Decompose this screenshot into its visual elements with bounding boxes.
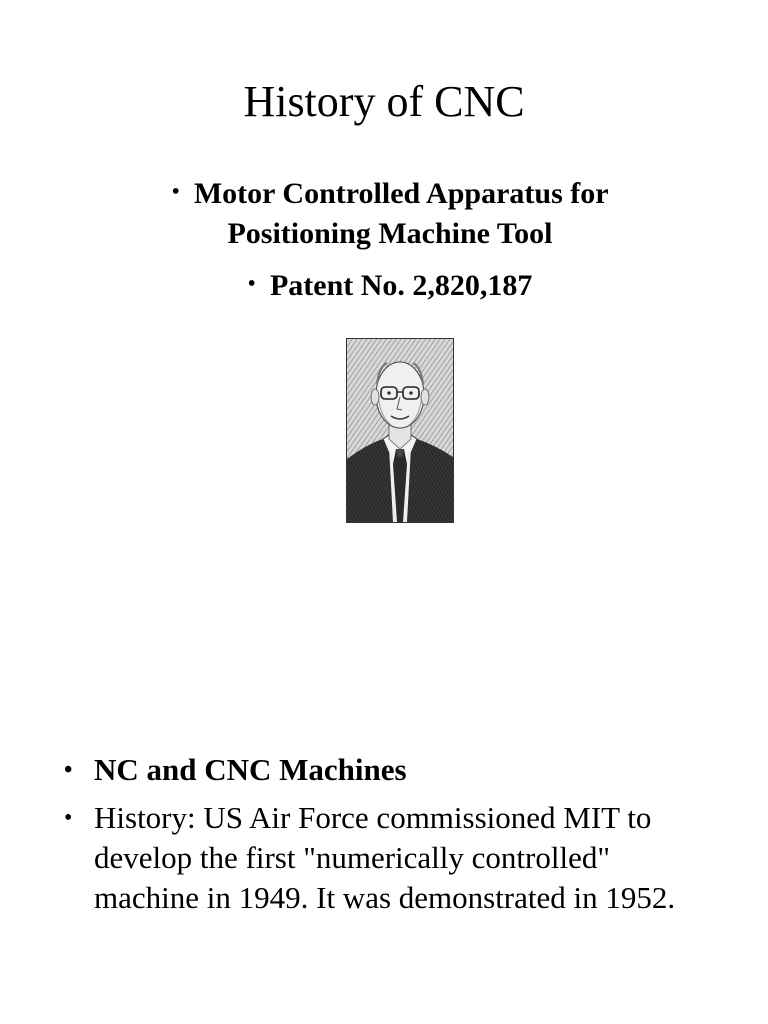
bullet-history-text: History: US Air Force commissioned MIT to develop the first "numerically controlled" machine in 1949. It was demonstrated in 1952.	[94, 800, 676, 915]
slide-title: History of CNC	[243, 77, 525, 126]
portrait-engraving	[347, 339, 453, 522]
bullet-nc-cnc-text: NC and CNC Machines	[94, 752, 407, 787]
bullet-patent-text: Patent No. 2,820,187	[269, 269, 533, 302]
bullet-glyph: •	[171, 179, 180, 205]
bullet-nc-cnc	[60, 750, 720, 790]
bullet-apparatus	[120, 172, 660, 254]
bullet-apparatus-line2: Positioning Machine Tool	[227, 217, 553, 250]
bullet-glyph: •	[247, 271, 256, 297]
bullet-apparatus-line1: Motor Controlled Apparatus for	[193, 177, 609, 210]
bullet-history	[60, 798, 720, 918]
bullet-glyph: •	[64, 805, 73, 831]
bullet-glyph: •	[64, 757, 73, 783]
bullet-patent	[120, 264, 660, 306]
top-bullet-list	[120, 172, 660, 316]
bottom-bullet-list	[60, 750, 720, 926]
portrait-image	[346, 338, 454, 523]
